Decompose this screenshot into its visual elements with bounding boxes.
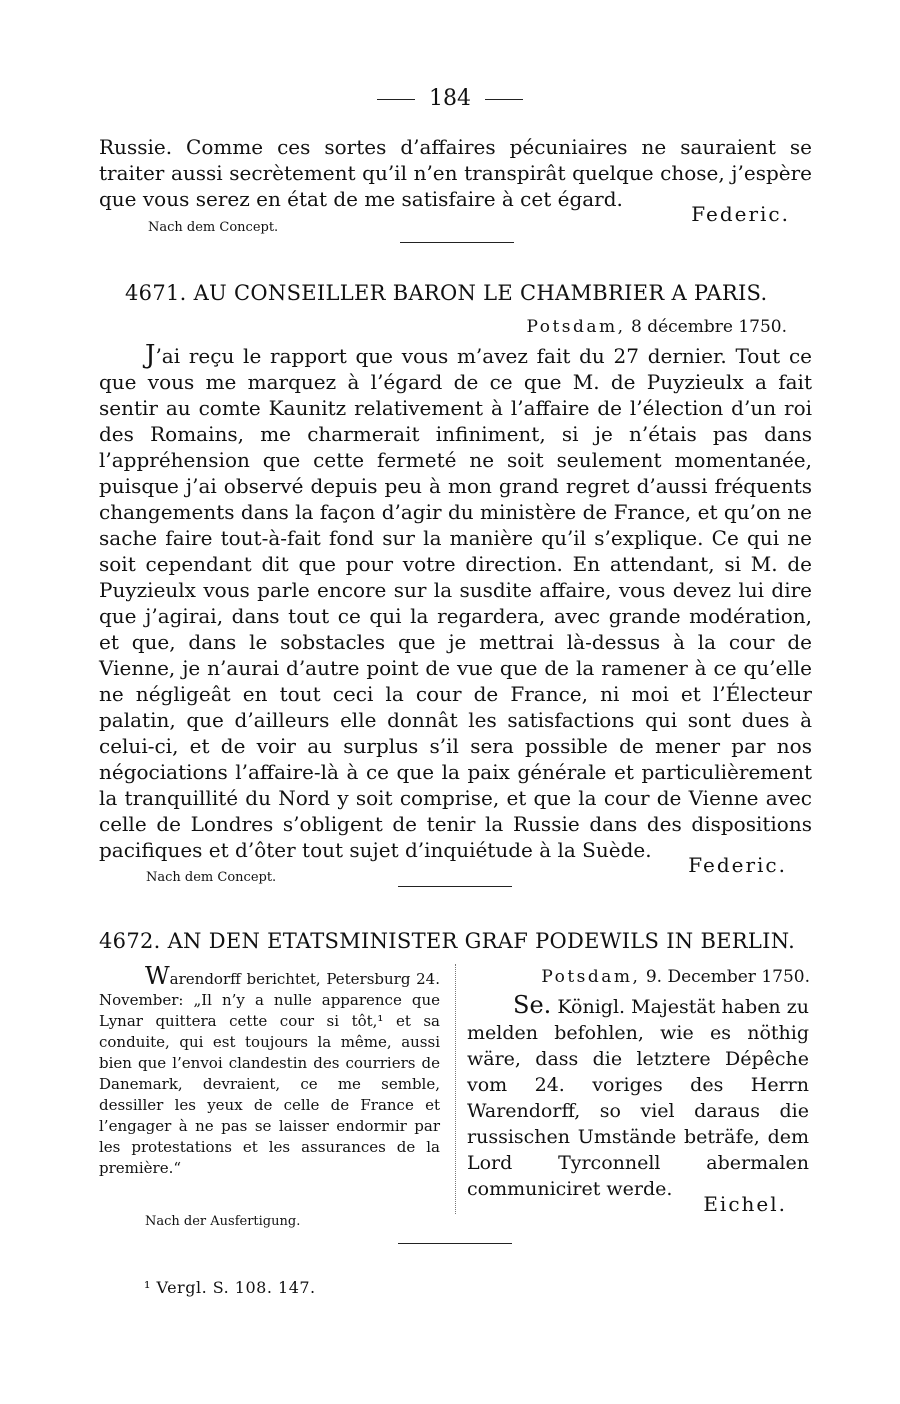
page-number-dash-right xyxy=(485,99,523,100)
section-divider xyxy=(398,886,512,887)
column-separator xyxy=(455,964,456,1214)
letter-4671-heading: 4671. AU CONSEILLER BARON LE CHAMBRIER A PARIS. xyxy=(125,281,768,305)
letter-4671-body: J’ai reçu le rapport que vous m’avez fait du 27 dernier. Tout ce que vous me marquez à l’égard de ce que M. de Puyzieulx a fait sentir au comte Kaunitz relativement à l’affaire de l’élection d’un roi des Romains, me charmerait infiniment, si je n’étais pas dans l’appréhension que cette fermeté ne soit seulement momentanée, puisque j’ai observé depuis peu à mon grand regret d’aussi fréquents changements dans la façon d’agir du ministère de France, et qu’on ne sache faire tout-à-fait fond sur la manière qu’il s’explique. Ce qui ne soit cependant dit que pour votre direction. En attendant, si M. de Puyzieulx vous parle encore sur la susdite affaire, vous devez lui dire que j’agirai, dans tout ce qui la regardera, avec grande modération, et que, dans le sobstacles que je mettrai là-dessus à la cour de Vienne, je n’aurai d’autre point de vue que de la ramener à ce qu’elle ne négligeât en tout ceci la cour de France, ni moi et l’Électeur palatin, que d’ailleurs elle donnât les satisfactions qui sont dues à celui-ci, et de voir au surplus s’il sera possible de mener par nos négociations l’affaire-là à ce que la paix générale et particulièrement la tranquillité du Nord y soit comprise, et que la cour de Vienne avec celle de Londres s’obligent de tenir la Russie dans des dispositions pacifiques et d’ôter tout sujet d’inquiétude à la Suède. xyxy=(99,340,812,862)
letter-4672-signature: Eichel. xyxy=(703,1192,787,1216)
letter-4672-dateline xyxy=(541,967,810,987)
letter-4671-place: Potsdam, xyxy=(526,317,626,337)
section-divider xyxy=(398,1243,512,1244)
section-divider xyxy=(400,242,514,243)
letter-4672-body: Se. Königl. Majestät haben zu melden befohlen, wie es nöthig wäre, dass die letztere Dépêche vom 24. voriges des Herrn Warendorff, so viel daraus die russischen Umstände beträfe, dem Lord Tyrconnell abermalen communiciret werde. xyxy=(467,991,809,1200)
letter-4672-date: 9. December 1750. xyxy=(645,967,810,987)
letter-4671-source-note: Nach dem Concept. xyxy=(146,870,277,885)
letter-4672-body-cap: Se. xyxy=(513,991,552,1019)
page-number-dash-left xyxy=(377,99,415,100)
intro-source-note: Nach dem Concept. xyxy=(148,220,279,235)
intro-paragraph: Russie. Comme ces sortes d’affaires pécuniaires ne sauraient se traiter aussi secrètement qu’il n’en transpirât quelque chose, j’espère que vous serez en état de me satisfaire à cet égard. xyxy=(99,135,812,211)
letter-4671-signature: Federic. xyxy=(688,853,787,877)
letter-4672-summary: Warendorff berichtet, Petersburg 24. November: „Il n’y a nulle apparence que Lynar quittera cette cour si tôt,¹ et sa conduite, qui est toujours la même, aussi bien que l’envoi clandestin des courriers de Danemark, devraient, ce me semble, dessiller les yeux de celle de France et l’engager à ne pas se laisser endormir par les protestations et les assurances de la première.“ xyxy=(99,962,440,1177)
intro-signature: Federic. xyxy=(691,202,790,226)
letter-4672-source-note: Nach der Ausfertigung. xyxy=(145,1214,301,1229)
footnote: ¹ Vergl. S. 108. 147. xyxy=(144,1278,316,1297)
letter-4671-date: 8 décembre 1750. xyxy=(630,317,787,337)
letter-4672-summary-dropcap: W xyxy=(145,962,170,990)
page-number: 184 xyxy=(0,86,900,111)
letter-4672-heading: 4672. AN DEN ETATSMINISTER GRAF PODEWILS IN BERLIN. xyxy=(99,929,796,953)
letter-4671-dateline xyxy=(526,317,787,337)
letter-4672-place: Potsdam, xyxy=(541,967,641,987)
letter-4671-dropcap: J xyxy=(145,340,156,370)
